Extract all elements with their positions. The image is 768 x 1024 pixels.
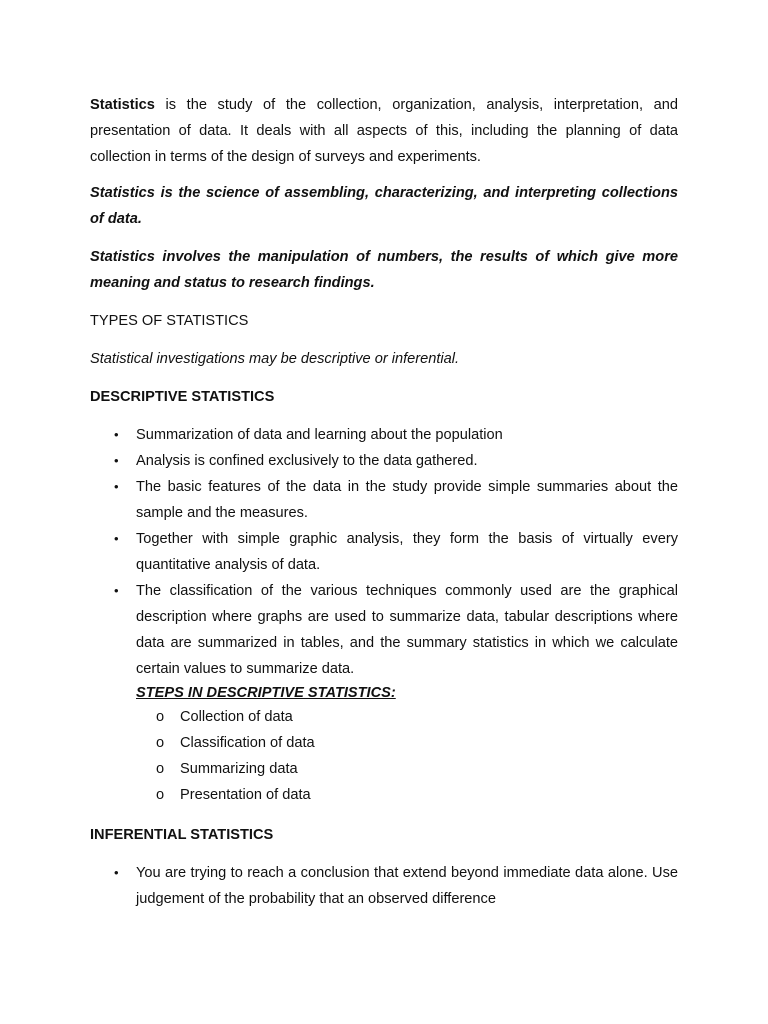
- list-item: [90, 578, 678, 682]
- document-page: [90, 92, 678, 912]
- step-text: Classification of data: [180, 735, 315, 751]
- circle-bullet-icon: o: [156, 761, 165, 777]
- descriptive-heading: DESCRIPTIVE STATISTICS: [90, 389, 275, 405]
- inferential-heading: INFERENTIAL STATISTICS: [90, 827, 274, 843]
- intro-paragraph: [90, 92, 678, 170]
- list-item: [90, 422, 678, 448]
- steps-title: STEPS IN DESCRIPTIVE STATISTICS:: [136, 685, 396, 701]
- step-text: Collection of data: [180, 709, 293, 725]
- list-item: [90, 526, 678, 578]
- bullet-icon: •: [114, 453, 119, 468]
- circle-bullet-icon: o: [156, 735, 165, 751]
- bullet-text: The classification of the various techniques commonly used are the graphical description where graphs are used to summarize data, tabular descriptions where data are summarized in tables, and the summary statistics in which we calculate certain values to summarize data.: [136, 583, 678, 677]
- steps-list: [136, 704, 678, 808]
- intro-term: Statistics: [90, 97, 155, 113]
- list-item: [136, 704, 678, 730]
- bullet-text: You are trying to reach a conclusion that extend beyond immediate data alone. Use judgement of the probability that an observed difference: [136, 865, 678, 907]
- bullet-icon: •: [114, 427, 119, 442]
- types-heading: TYPES OF STATISTICS: [90, 313, 249, 329]
- list-item: [136, 756, 678, 782]
- step-text: Presentation of data: [180, 787, 311, 803]
- list-item: [136, 730, 678, 756]
- circle-bullet-icon: o: [156, 709, 165, 725]
- steps-block: [90, 682, 678, 808]
- bullet-text: The basic features of the data in the study provide simple summaries about the sample and the measures.: [136, 479, 678, 521]
- step-text: Summarizing data: [180, 761, 298, 777]
- inferential-bullet-list: [90, 860, 678, 912]
- intro-text: is the study of the collection, organization, analysis, interpretation, and presentation of data. It deals with all aspects of this, including the planning of data collection in terms of the design of surveys and experiments.: [90, 97, 678, 165]
- bullet-icon: •: [114, 531, 119, 546]
- bullet-icon: •: [114, 583, 119, 598]
- descriptive-bullet-list: [90, 422, 678, 682]
- bullet-text: Together with simple graphic analysis, they form the basis of virtually every quantitative analysis of data.: [136, 531, 678, 573]
- types-subtitle: Statistical investigations may be descriptive or inferential.: [90, 351, 460, 367]
- list-item: [136, 782, 678, 808]
- list-item: [90, 474, 678, 526]
- definition-paragraph-3: Statistics involves the manipulation of numbers, the results of which give more meaning and status to research findings.: [90, 249, 678, 291]
- list-item: [90, 860, 678, 912]
- bullet-text: Summarization of data and learning about the population: [136, 427, 503, 443]
- bullet-icon: •: [114, 865, 119, 880]
- list-item: [90, 448, 678, 474]
- circle-bullet-icon: o: [156, 787, 165, 803]
- bullet-icon: •: [114, 479, 119, 494]
- bullet-text: Analysis is confined exclusively to the data gathered.: [136, 453, 478, 469]
- definition-paragraph-2: Statistics is the science of assembling, characterizing, and interpreting collections of data.: [90, 185, 678, 227]
